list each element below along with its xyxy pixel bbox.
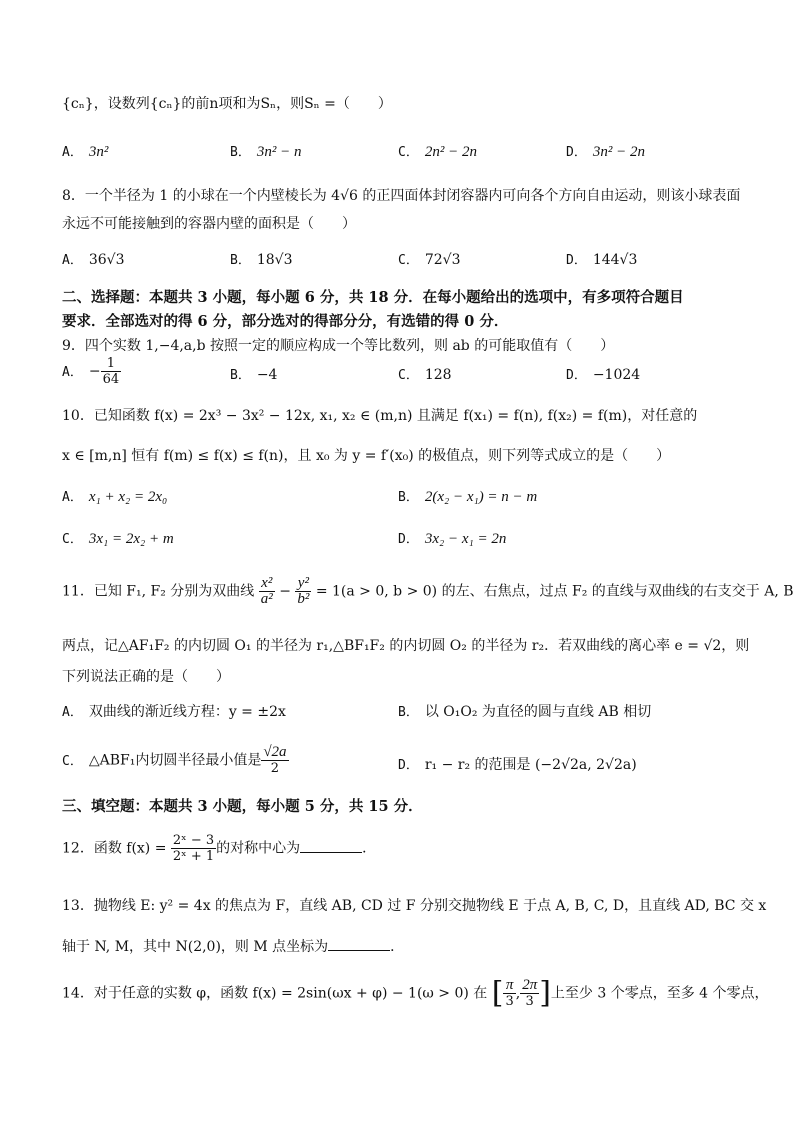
q11-option-c: C． △ABF₁内切圆半径最小值是 $\frac{√2a}{2}$ xyxy=(62,744,287,776)
q10-option-d: D． 3x₂ − x₁ = 2n xyxy=(398,531,507,547)
q7-option-d: D． 3n² − 2n xyxy=(566,144,645,160)
fraction: $\frac{1}{64}$ xyxy=(102,356,120,387)
q10-stem-line2: x ∈ [m,n] 恒有 f(m) ≤ f(x) ≤ f(n)，且 x₀ 为 y = f′(x₀) 的极值点，则下列等式成立的是（ ） xyxy=(62,448,671,464)
q9-option-b: B． −4 xyxy=(230,367,278,383)
q7-option-c: C． 2n² − 2n xyxy=(398,144,477,160)
fraction-x2-a2: $\frac{\text{x²}}{\text{a²}}$ xyxy=(260,575,273,607)
q10-option-c: C． 3x₁ = 2x₂ + m xyxy=(62,531,174,547)
q11-stem-line1: 11．已知 F₁, F₂ 分别为双曲线 $\frac{\text{x²}}{\text{a²}}$ − $\frac{\text{y²}}{\text{b²}}$ = 1(a > 0, b > 0) 的左、右焦点，过点 F₂ 的直线与双曲线的右支交于 A, B xyxy=(62,575,794,607)
fraction: $\frac{\text{2ˣ − 3}}{\text{2ˣ + 1}}$ xyxy=(172,833,215,864)
q13-stem-line2: 轴于 N, M，其中 N(2,0)，则 M 点坐标为 ． xyxy=(62,936,404,956)
fraction: $\frac{2\pi}{3}$ xyxy=(522,977,538,1009)
q8-option-c: C． 72√3 xyxy=(398,252,461,268)
q8-stem-line1: 8．一个半径为 1 的小球在一个内壁棱长为 4√6 的正四面体封闭容器内可向各个方向自由运动，则该小球表面 xyxy=(62,188,741,204)
q7-option-a: A． 3n² xyxy=(62,144,109,160)
answer-blank[interactable] xyxy=(328,936,390,951)
q8-stem-line2: 永远不可能接触到的容器内壁的面积是（ ） xyxy=(62,216,356,232)
q7-option-b: B． 3n² − n xyxy=(230,144,302,160)
answer-blank[interactable] xyxy=(300,838,362,853)
q7-stem-tail: {cₙ}，设数列{cₙ}的前n项和为Sₙ，则Sₙ =（ ） xyxy=(62,96,392,112)
section3-heading: 三、填空题：本题共 3 小题，每小题 5 分，共 15 分． xyxy=(62,798,423,815)
q14-stem: 14．对于任意的实数 φ，函数 f(x) = 2sin(ωx + φ) − 1(ω > 0) 在 [ $\frac{\pi}{3}$ , $\frac{2\pi}{3}$ ]上至少 3 个零点，至多 4 个零点， xyxy=(62,975,769,1011)
fraction-y2-b2: $\frac{\text{y²}}{\text{b²}}$ xyxy=(297,575,310,607)
q11-stem-line2: 两点，记△AF₁F₂ 的内切圆 O₁ 的半径为 r₁,△BF₁F₂ 的内切圆 O₂ 的半径为 r₂．若双曲线的离心率 e = √2，则 xyxy=(62,638,750,654)
q9-stem: 9．四个实数 1,−4,a,b 按照一定的顺应构成一个等比数列，则 ab 的可能取值有（ ） xyxy=(62,338,615,354)
q11-option-b: B． 以 O₁O₂ 为直径的圆与直线 AB 相切 xyxy=(398,704,652,720)
fraction: $\frac{√2a}{2}$ xyxy=(263,744,287,776)
section2-heading-line2: 要求．全部选对的得 6 分，部分选对的得部分分，有选错的得 0 分． xyxy=(62,313,509,330)
q8-option-d: D． 144√3 xyxy=(566,252,638,268)
fraction: $\frac{\pi}{3}$ xyxy=(505,977,514,1009)
section2-heading-line1: 二、选择题：本题共 3 小题，每小题 6 分，共 18 分．在每小题给出的选项中，有多项符合题目 xyxy=(62,289,684,306)
q11-stem-line3: 下列说法正确的是（ ） xyxy=(62,669,230,685)
q8-option-b: B． 18√3 xyxy=(230,252,293,268)
q9-option-d: D． −1024 xyxy=(566,367,641,383)
q13-stem-line1: 13．抛物线 E: y² = 4x 的焦点为 F，直线 AB, CD 过 F 分别交抛物线 E 于点 A, B, C, D，且直线 AD, BC 交 x xyxy=(62,898,767,914)
q11-option-a: A． 双曲线的渐近线方程：y = ±2x xyxy=(62,704,286,720)
q10-stem-line1: 10．已知函数 f(x) = 2x³ − 3x² − 12x, x₁, x₂ ∈ (m,n) 且满足 f(x₁) = f(n), f(x₂) = f(m)，对任意的 xyxy=(62,408,698,424)
q10-option-b: B． 2(x₂ − x₁) = n − m xyxy=(398,489,538,505)
q9-option-a: A． − $\frac{1}{64}$ xyxy=(62,356,120,387)
q10-option-a: A． x₁ + x₂ = 2x₀ xyxy=(62,489,168,505)
q11-option-d: D． r₁ − r₂ 的范围是 (−2√2a, 2√2a) xyxy=(398,757,637,773)
q12-stem: 12．函数 f(x) = $\frac{\text{2ˣ − 3}}{\text{2ˣ + 1}}$ 的对称中心为 ． xyxy=(62,833,377,864)
q9-option-c: C． 128 xyxy=(398,367,452,383)
q8-option-a: A． 36√3 xyxy=(62,252,125,268)
